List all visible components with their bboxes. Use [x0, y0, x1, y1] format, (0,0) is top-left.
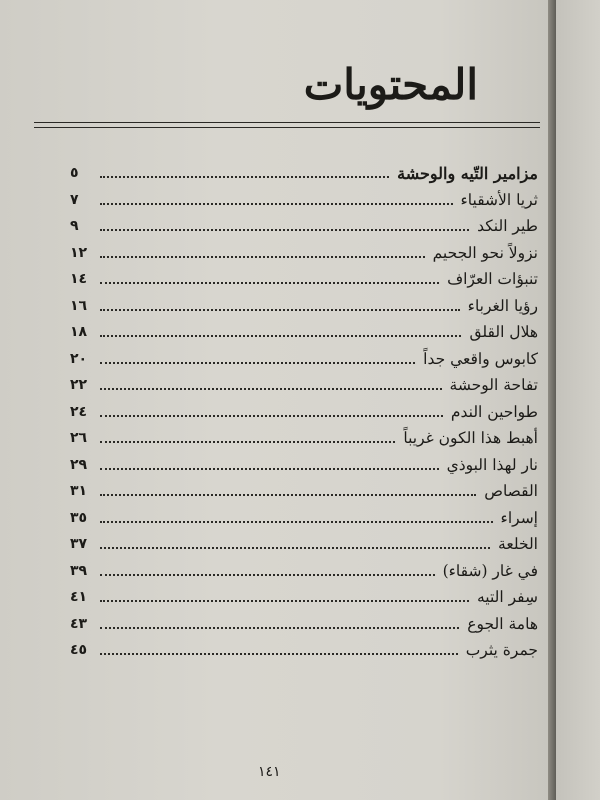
toc-entry-page: ٢٢	[70, 377, 88, 394]
toc-entry-title: طواحين الندم	[450, 402, 538, 421]
dot-leader	[100, 415, 443, 417]
toc-entry-title: مزامير التّيه والوحشة	[397, 163, 538, 183]
toc-entry-title: في غار (شقاء)	[442, 561, 538, 580]
toc-entry	[70, 478, 538, 505]
toc-entry	[70, 505, 538, 532]
toc-entry-title: نزولاً نحو الجحيم	[432, 243, 538, 262]
toc-entry-title: تنبؤات العرّاف	[447, 270, 538, 289]
facing-page-edge	[556, 0, 600, 800]
dot-leader	[100, 574, 435, 576]
toc-entry-page: ٢٠	[70, 350, 88, 367]
toc-entry-page: ٣١	[70, 483, 88, 500]
toc-entry	[70, 266, 538, 293]
toc-entry	[70, 531, 538, 558]
toc-entry-title: كابوس واقعي جداً	[423, 349, 538, 368]
dot-leader	[100, 547, 490, 549]
toc-entry-page: ٧	[70, 191, 79, 208]
toc-entry-page: ١٦	[70, 297, 88, 314]
toc-entry-title: نار لهذا البوذي	[446, 455, 538, 474]
toc-entry-page: ٥	[70, 165, 79, 182]
dot-leader	[100, 229, 469, 231]
toc-entry-page: ١٤	[70, 271, 88, 288]
toc-entry-title: القصاص	[484, 482, 538, 501]
toc-entry-title: ثريا الأشقياء	[460, 190, 538, 209]
dot-leader	[100, 653, 458, 655]
dot-leader	[100, 521, 493, 523]
page-number: ١٤١	[258, 764, 281, 780]
dot-leader	[100, 309, 460, 311]
toc-entry-page: ٣٥	[70, 509, 88, 526]
toc-entry-page: ٢٤	[70, 403, 88, 420]
dot-leader	[100, 468, 439, 470]
toc-entry	[70, 611, 538, 638]
toc-entry-title: أهبط هذا الكون غريباً	[403, 429, 538, 448]
toc-entry	[70, 293, 538, 320]
toc-entry-page: ٩	[70, 218, 79, 235]
dot-leader	[100, 282, 439, 284]
dot-leader	[100, 176, 389, 178]
toc-entry-title: إسراء	[500, 508, 538, 527]
toc-entry-page: ١٨	[70, 324, 88, 341]
dot-leader	[100, 362, 415, 364]
table-of-contents	[70, 160, 538, 664]
toc-entry	[70, 637, 538, 664]
toc-entry-title: سِفر التيه	[476, 588, 538, 607]
toc-entry	[70, 372, 538, 399]
toc-entry-title: تفاحة الوحشة	[449, 376, 538, 395]
title-rule-bottom	[34, 127, 540, 128]
toc-entry-page: ٤١	[70, 589, 88, 606]
toc-entry	[70, 240, 538, 267]
toc-entry	[70, 346, 538, 373]
dot-leader	[100, 600, 469, 602]
toc-entry	[70, 558, 538, 585]
toc-entry-title: هلال القلق	[469, 323, 538, 342]
toc-entry	[70, 213, 538, 240]
toc-entry-page: ٤٣	[70, 615, 88, 632]
toc-entry-page: ١٢	[70, 244, 88, 261]
book-gutter	[548, 0, 556, 800]
page-title: المحتويات	[303, 60, 478, 109]
dot-leader	[100, 335, 461, 337]
dot-leader	[100, 256, 425, 258]
toc-entry-page: ٢٩	[70, 456, 88, 473]
toc-entry-page: ٤٥	[70, 642, 88, 659]
toc-entry	[70, 399, 538, 426]
dot-leader	[100, 627, 459, 629]
toc-entry	[70, 160, 538, 187]
toc-entry	[70, 452, 538, 479]
toc-entry	[70, 584, 538, 611]
toc-entry-page: ٣٩	[70, 562, 88, 579]
title-rule-top	[34, 122, 540, 123]
toc-entry-title: هامة الجوع	[467, 614, 538, 633]
dot-leader	[100, 441, 395, 443]
dot-leader	[100, 494, 476, 496]
toc-entry-title: رؤيا الغرباء	[467, 296, 538, 315]
dot-leader	[100, 388, 442, 390]
toc-entry	[70, 319, 538, 346]
toc-entry	[70, 187, 538, 214]
toc-entry-page: ٢٦	[70, 430, 88, 447]
toc-entry-title: طير النكد	[477, 217, 538, 236]
toc-entry-title: جمرة يثرب	[465, 641, 538, 660]
toc-entry-page: ٣٧	[70, 536, 88, 553]
toc-entry	[70, 425, 538, 452]
toc-entry-title: الخلعة	[498, 535, 538, 554]
dot-leader	[100, 203, 453, 205]
